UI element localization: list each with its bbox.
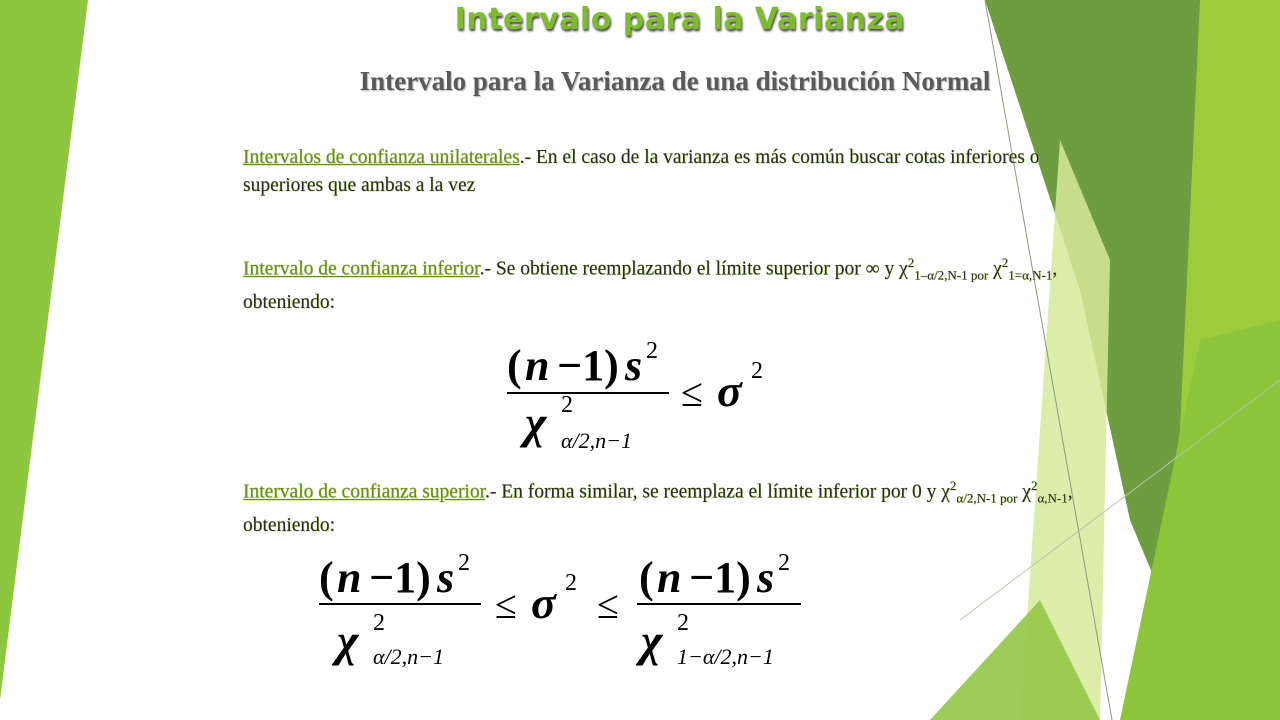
formula-leq: ≤ — [597, 582, 619, 627]
slide-title: Intervalo para la Varianza — [454, 2, 906, 37]
formula-chi: χ — [337, 615, 359, 666]
paragraph-body: .- En el caso de la varianza es más común buscar cotas inferiores o superiores que ambas a la vez — [243, 147, 1040, 196]
formula-minus-one: −1) — [557, 341, 619, 390]
formula-chi: χ — [641, 615, 663, 666]
formula-s: s — [625, 341, 643, 390]
formula-exponent: 2 — [561, 392, 573, 418]
paragraph-body-end: , obteniendo: — [243, 481, 1073, 537]
formula-two-sided — [305, 540, 825, 672]
paragraph-heading: Intervalo de confianza superior — [243, 481, 486, 503]
chi-symbol: χ — [988, 258, 1002, 280]
superscript: 2 — [907, 255, 915, 270]
formula-minus-one: −1) — [689, 553, 751, 602]
left-green-shape — [0, 0, 88, 700]
paragraph-unilateral — [243, 144, 1113, 200]
formula-exponent: 2 — [565, 570, 577, 596]
subscript: 1–α/2,N-1 por — [914, 267, 989, 283]
formula-n: n — [337, 553, 362, 602]
formula-minus-one: −1) — [369, 553, 431, 602]
superscript: 2 — [1001, 255, 1009, 270]
formula-n: n — [657, 553, 682, 602]
formula-sigma: σ — [717, 365, 742, 416]
paragraph-superior — [243, 472, 1083, 540]
paragraph-body: .- En forma similar, se reemplaza el límite inferior por 0 y χ — [485, 481, 950, 503]
formula-n: n — [525, 341, 550, 390]
formula-sigma: σ — [531, 577, 556, 628]
formula-open-paren: ( — [639, 553, 654, 602]
formula-leq: ≤ — [495, 582, 517, 627]
slide-subtitle: Intervalo para la Varianza de una distribución Normal — [359, 66, 991, 96]
formula-exponent: 2 — [751, 358, 763, 384]
formula-subscript: α/2,n−1 — [373, 644, 445, 669]
paragraph-heading: Intervalos de confianza unilaterales — [243, 147, 520, 168]
superscript: 2 — [1030, 478, 1038, 493]
formula-exponent: 2 — [373, 610, 385, 636]
formula-open-paren: ( — [507, 341, 522, 390]
paragraph-body: .- Se obtiene reemplazando el límite superior por ∞ y χ — [479, 258, 908, 280]
paragraph-heading: Intervalo de confianza inferior — [243, 258, 480, 280]
formula-exponent: 2 — [646, 338, 658, 364]
formula-s: s — [757, 553, 775, 602]
paragraph-inferior — [243, 249, 1113, 317]
formula-exponent: 2 — [778, 550, 790, 576]
formula-exponent: 2 — [458, 550, 470, 576]
formula-subscript: α/2,n−1 — [561, 428, 633, 453]
subscript: 1=α,N-1 — [1008, 267, 1053, 283]
subscript: α,N-1 — [1037, 490, 1068, 506]
chi-symbol: χ — [1017, 481, 1031, 503]
paragraph-body-end: , obteniendo: — [243, 258, 1058, 314]
formula-lower-bound — [495, 328, 795, 456]
formula-subscript: 1−α/2,n−1 — [677, 644, 774, 669]
subscript: α/2,N-1 por — [956, 490, 1018, 506]
superscript: 2 — [949, 478, 957, 493]
formula-exponent: 2 — [677, 610, 689, 636]
formula-chi: χ — [525, 397, 547, 448]
formula-s: s — [437, 553, 455, 602]
formula-open-paren: ( — [319, 553, 334, 602]
formula-leq: ≤ — [681, 370, 703, 415]
